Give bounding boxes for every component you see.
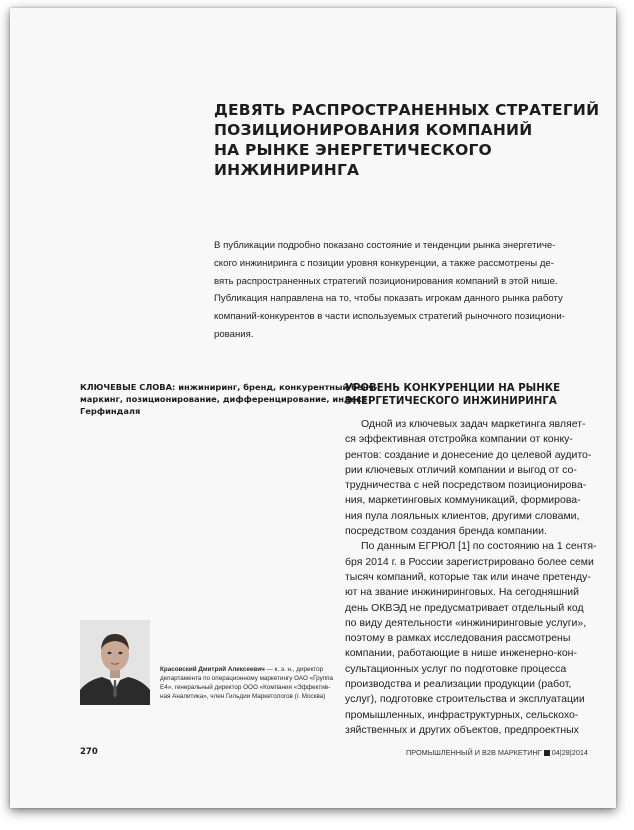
abstract-line: рования. (214, 328, 254, 340)
body-line: ся эффективная отстройка компании от конку- (345, 433, 573, 446)
author-bio (160, 665, 335, 701)
title-line: ИНЖИНИРИНГА (214, 161, 360, 179)
journal-name: ПРОМЫШЛЕННЫЙ И B2B МАРКЕТИНГ (406, 748, 542, 757)
article-title (214, 100, 600, 180)
keywords-line: маркинг, позиционирование, дифференцирование, индекс (80, 394, 367, 404)
keywords-line: Герфиндаля (80, 406, 141, 416)
body-line: ют на звание инжиниринговых. На сегодняшний (345, 586, 580, 599)
section-heading-line: УРОВЕНЬ КОНКУРЕНЦИИ НА РЫНКЕ (345, 383, 561, 394)
abstract-line: компаний-конкурентов в части используемых стратегий рыночного позициони- (214, 311, 565, 323)
body-line: ния, маркетинговых коммуникаций, формирова- (345, 494, 581, 507)
title-line: ДЕВЯТЬ РАСПРОСТРАНЕННЫХ СТРАТЕГИЙ (214, 101, 600, 119)
body-line: рии ключевых отличий компании и выгод от со- (345, 463, 577, 476)
article-abstract (214, 237, 586, 344)
title-line: ПОЗИЦИОНИРОВАНИЯ КОМПАНИЙ (214, 121, 533, 139)
author-name: Красовский Дмитрий Алексеевич (160, 666, 265, 673)
author-portrait-icon (80, 620, 150, 705)
body-line: компании, работающие в нише инженерно-кон- (345, 647, 577, 660)
body-line: по виду деятельности «инжиниринговые услуги», (345, 616, 587, 629)
body-line: ния пула лояльных клиентов, другими словами, (345, 509, 580, 522)
body-line: промышленных, инфраструктурных, сельскохо- (345, 708, 579, 721)
body-text (345, 417, 597, 738)
body-line: сультационных услуг по подготовке процесса (345, 662, 567, 675)
abstract-line: вять распространенных стратегий позиционирования компаний в этой нише. (214, 275, 558, 287)
author-bio-line: Е4», генеральный директор ООО «Компания «Эффектив- (160, 684, 331, 691)
page-number: 270 (80, 747, 98, 757)
issue-number: 04|28|2014 (551, 748, 588, 757)
body-line: производства и реализации продукции (работ, (345, 678, 572, 691)
author-photo (80, 620, 150, 705)
section-heading-line: ЭНЕРГЕТИЧЕСКОГО ИНЖИНИРИНГА (345, 395, 557, 407)
body-line: тысяч компаний, которые так или иначе претенду- (345, 570, 591, 583)
keywords-line: КЛЮЧЕВЫЕ СЛОВА: инжиниринг, бренд, конкурентный бенч- (80, 382, 378, 392)
body-line: услуг), подготовке строительства и эксплуатации (345, 693, 585, 706)
body-line: зяйственных и других объектов, предпроектных (345, 723, 579, 736)
body-line: По данным ЕГРЮЛ [1] по состоянию на 1 сентя- (361, 540, 597, 553)
body-line: посредством создания бренда компании. (345, 525, 547, 538)
body-line: трудничества с ней посредством позиционирова- (345, 479, 587, 492)
body-line: бря 2014 г. в России зарегистрировано более семи (345, 555, 594, 568)
abstract-line: Публикация направлена на то, чтобы показать игрокам данного рынка работу (214, 293, 563, 305)
author-bio-line (160, 665, 335, 674)
author-degree: — к. э. н., директор (264, 666, 324, 673)
body-line: день ОКВЭД не предусматривает отдельный код (345, 601, 584, 614)
body-line: поэтому в рамках исследования рассмотрены (345, 632, 571, 645)
section-heading (345, 383, 595, 408)
body-line: рентов: создание и донесение до целевой аудито- (345, 448, 592, 461)
author-bio-line: департамента по операционному маркетингу ОАО «Группа (160, 675, 334, 682)
journal-page (10, 8, 616, 808)
author-bio-line: ная Аналитика», член Гильдии Маркетологов (г. Москва) (160, 693, 326, 700)
abstract-line: ского инжиниринга с позиции уровня конкуренции, а также рассмотрены де- (214, 257, 554, 269)
abstract-line: В публикации подробно показано состояние и тенденции рынка энергетиче- (214, 240, 556, 251)
separator-square-icon (544, 750, 550, 756)
body-line: Одной из ключевых задач маркетинга являет- (361, 418, 586, 430)
journal-footer (406, 748, 588, 757)
keywords (80, 381, 378, 417)
title-line: НА РЫНКЕ ЭНЕРГЕТИЧЕСКОГО (214, 141, 492, 159)
